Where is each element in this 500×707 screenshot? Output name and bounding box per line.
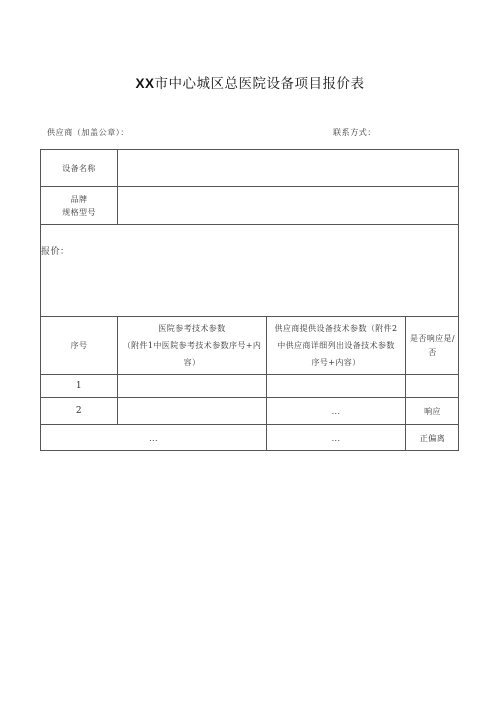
header-hospital-params [118, 317, 266, 374]
quote-label: 报价： [41, 247, 70, 257]
title-prefix: XX [135, 76, 155, 91]
header-response-line1: 是否响应是/ [409, 333, 456, 343]
header-hospital-line3: 容） [183, 358, 201, 367]
model-label: 规格型号 [62, 207, 96, 217]
row2-seq: 2 [75, 405, 83, 416]
brand-model-label [41, 187, 117, 224]
header-hospital-line2: （附件1中医院参考技术参数序号+内 [122, 341, 262, 350]
device-name-label: 设备名称 [62, 163, 96, 173]
row1-seq: 1 [75, 380, 83, 391]
row2-supplier: ... [331, 406, 341, 416]
header-hospital-line1: 医院参考技术参数 [158, 324, 226, 333]
row-divider [40, 224, 459, 225]
row2-response: 响应 [424, 406, 441, 416]
row3-response: 正偏离 [419, 433, 446, 443]
brand-label: 品牌 [70, 194, 88, 204]
header-supplier-line2: 中供应商详细列出设备技术参数 [277, 341, 395, 350]
title-text: 市中心城区总医院设备项目报价表 [154, 76, 365, 92]
contact-label: 联系方式： [333, 128, 376, 137]
header-supplier-line1: 供应商提供设备技术参数（附件2 [274, 324, 398, 333]
header-response [406, 317, 459, 374]
page-title [0, 72, 500, 92]
supplier-label: 供应商（加盖公章）： [47, 128, 129, 137]
row3-merged: ... [149, 433, 158, 443]
header-supplier-params [267, 317, 405, 374]
row3-supplier: ... [331, 433, 341, 443]
header-response-line2: 否 [428, 347, 437, 357]
col-divider [117, 149, 118, 224]
header-seq: 序号 [70, 341, 88, 350]
header-supplier-line3: 序号+内容） [311, 358, 361, 367]
